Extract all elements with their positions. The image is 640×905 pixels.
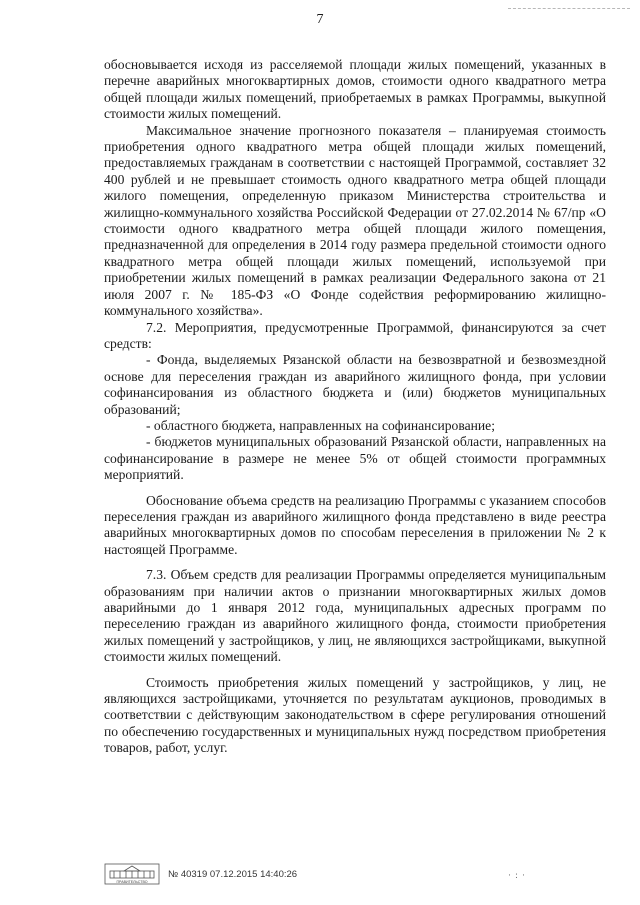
- paragraph-cost-auctions: Стоимость приобретения жилых помещений у застройщиков, у лиц, не являющихся застройщиками, уточняется по результатам аукционов, проводимых в соответствии с действующим законодательством в сфере регулирования отношений по обеспечению государственных и муниципальных нужд посредством приобретения товаров, работ, услуг.: [104, 674, 606, 756]
- svg-text:ПРАВИТЕЛЬСТВО: ПРАВИТЕЛЬСТВО: [116, 880, 148, 884]
- paragraph-max-value: Максимальное значение прогнозного показателя – планируемая стоимость приобретения одного квадратного метра общей площади жилых помещений, предоставляемых гражданам в соответствии с настоящей Программой, составляет 32 400 рублей и не превышает стоимость одного квадратного метра общей площади жилого помещения, определенную приказом Министерства строительства и жилищно-коммунального хозяйства Российской Федерации от 27.02.2014 № 67/пр «О стоимости одного квадратного метра общей площади жилого помещения, предназначенной для определения в 2014 году размера предельной стоимости одного квадратного метра общей площади жилых помещений, используемой при приобретении жилых помещений в рамках реализации Федерального закона от 21 июля 2007 г. № 185-ФЗ «О Фонде содействия реформированию жилищно-коммунального хозяйства».: [104, 122, 606, 319]
- paragraph-section-7-2: 7.2. Мероприятия, предусмотренные Программой, финансируются за счет средств:: [104, 319, 606, 351]
- document-body: [104, 57, 606, 757]
- page-number: 7: [316, 12, 324, 27]
- list-item-municipal-budgets: - бюджетов муниципальных образований Рязанской области, направленных на софинансирование в размере не менее 5% от общей стоимости программных мероприятий.: [104, 434, 606, 483]
- paragraph-section-7-3: 7.3. Объем средств для реализации Программы определяется муниципальным образованиям при наличии актов о признании многоквартирных жилых домов аварийными до 1 января 2012 года, муниципальных адресных программ по переселению граждан из аварийного жилищного фонда, стоимости приобретения жилых помещений у застройщиков, у лиц, не являющихся застройщиками, выкупной стоимости жилых помещений.: [104, 567, 606, 665]
- paragraph-continuation: обосновывается исходя из расселяемой площади жилых помещений, указанных в перечне аварийных многоквартирных домов, стоимости одного квадратного метра общей площади жилых помещений, приобретаемых в рамках Программы, выкупной стоимости жилых помещений.: [104, 57, 606, 122]
- document-footer: [104, 863, 297, 885]
- top-dashed-rule: [508, 8, 630, 9]
- list-item-regional-budget: - областного бюджета, направленных на софинансирование;: [146, 417, 495, 433]
- scan-artifact-mark: · : ·: [508, 870, 526, 880]
- paragraph-justification: Обоснование объема средств на реализацию Программы с указанием способов переселения граждан из аварийного жилищного фонда представлено в виде реестра аварийных многоквартирных домов по способам переселения в приложении № 2 к настоящей Программе.: [104, 492, 606, 557]
- document-registration-meta: № 40319 07.12.2015 14:40:26: [168, 868, 298, 880]
- list-item-fund: - Фонда, выделяемых Рязанской области на безвозвратной и безвозмездной основе для переселения граждан из аварийного жилищного фонда, при условии софинансирования из областного бюджета и (или) бюджетов муниципальных образований;: [104, 352, 606, 417]
- government-building-logo-icon: [104, 863, 160, 885]
